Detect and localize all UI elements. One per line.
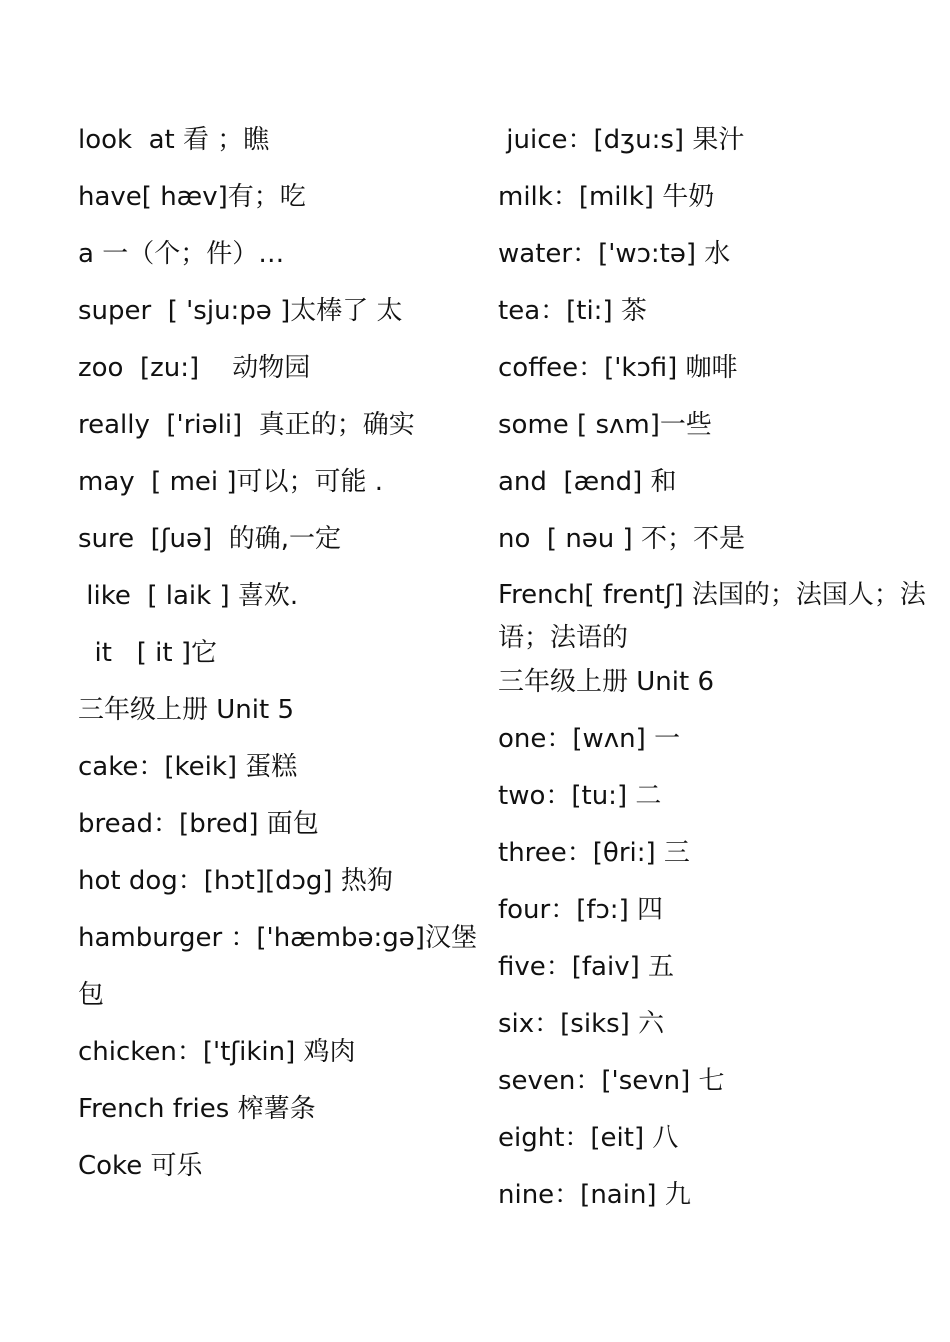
vocab-entry: milk：[milk] 牛奶 [498, 182, 715, 212]
vocab-entry: five：[faiv] 五 [498, 952, 675, 982]
vocab-entry: bread：[bred] 面包 [78, 809, 319, 839]
vocab-entry: no [ nəu ] 不；不是 [498, 524, 745, 554]
vocab-entry: one：[wʌn] 一 [498, 724, 681, 754]
vocab-entry: juice：[dʒu:s] 果汁 [498, 125, 745, 155]
vocab-entry: four：[fɔ:] 四 [498, 895, 663, 925]
vocab-entry: it [ it ]它 [78, 638, 217, 668]
vocab-entry: hot dog：[hɔt][dɔg] 热狗 [78, 866, 393, 896]
vocab-entry: a 一（个；件）… [78, 239, 285, 269]
vocab-entry: eight：[eit] 八 [498, 1123, 679, 1153]
vocab-entry: some [ sʌm]一些 [498, 410, 712, 440]
vocab-entry: six：[siks] 六 [498, 1009, 665, 1039]
vocab-entry: tea：[ti:] 茶 [498, 296, 647, 326]
vocab-entry: cake：[keik] 蛋糕 [78, 752, 298, 782]
unit-heading: 三年级上册 Unit 5 [78, 695, 294, 725]
vocab-entry: French[ frentʃ] 法国的；法国人；法语；法语的 [498, 580, 926, 653]
vocab-entry: water：['wɔ:tə] 水 [498, 239, 731, 269]
vocab-entry: look at 看 ；瞧 [78, 125, 270, 155]
vocab-entry: hamburger ：['hæmbə:gə]汉堡包 [78, 923, 477, 1010]
vocab-entry: zoo [zu:] 动物园 [78, 353, 311, 383]
vocab-entry: may [ mei ]可以；可能 . [78, 467, 384, 497]
vocab-entry: like [ laik ] 喜欢. [78, 581, 299, 611]
vocab-entry: super [ 'sju:pə ]太棒了 太 [78, 296, 403, 326]
vocab-entry: nine：[nain] 九 [498, 1180, 691, 1210]
vocab-entry: French fries 榨薯条 [78, 1094, 316, 1124]
vocab-entry: really ['riəli] 真正的；确实 [78, 410, 415, 440]
vocab-entry: and [ænd] 和 [498, 467, 677, 497]
vocab-entry: sure [ʃuə] 的确,一定 [78, 524, 341, 554]
vocab-entry: seven：['sevn] 七 [498, 1066, 725, 1096]
vocab-entry: three：[θri:] 三 [498, 838, 690, 868]
vocab-entry: Coke 可乐 [78, 1151, 203, 1181]
vocab-entry: have[ hæv]有；吃 [78, 182, 306, 212]
right-vocab-column [498, 118, 938, 1230]
vocab-entry: two：[tu:] 二 [498, 781, 662, 811]
vocab-entry: chicken：['tʃikin] 鸡肉 [78, 1037, 356, 1067]
vocab-entry: coffee：['kɔfi] 咖啡 [498, 353, 738, 383]
unit-heading: 三年级上册 Unit 6 [498, 667, 714, 697]
left-vocab-column [78, 118, 498, 1201]
